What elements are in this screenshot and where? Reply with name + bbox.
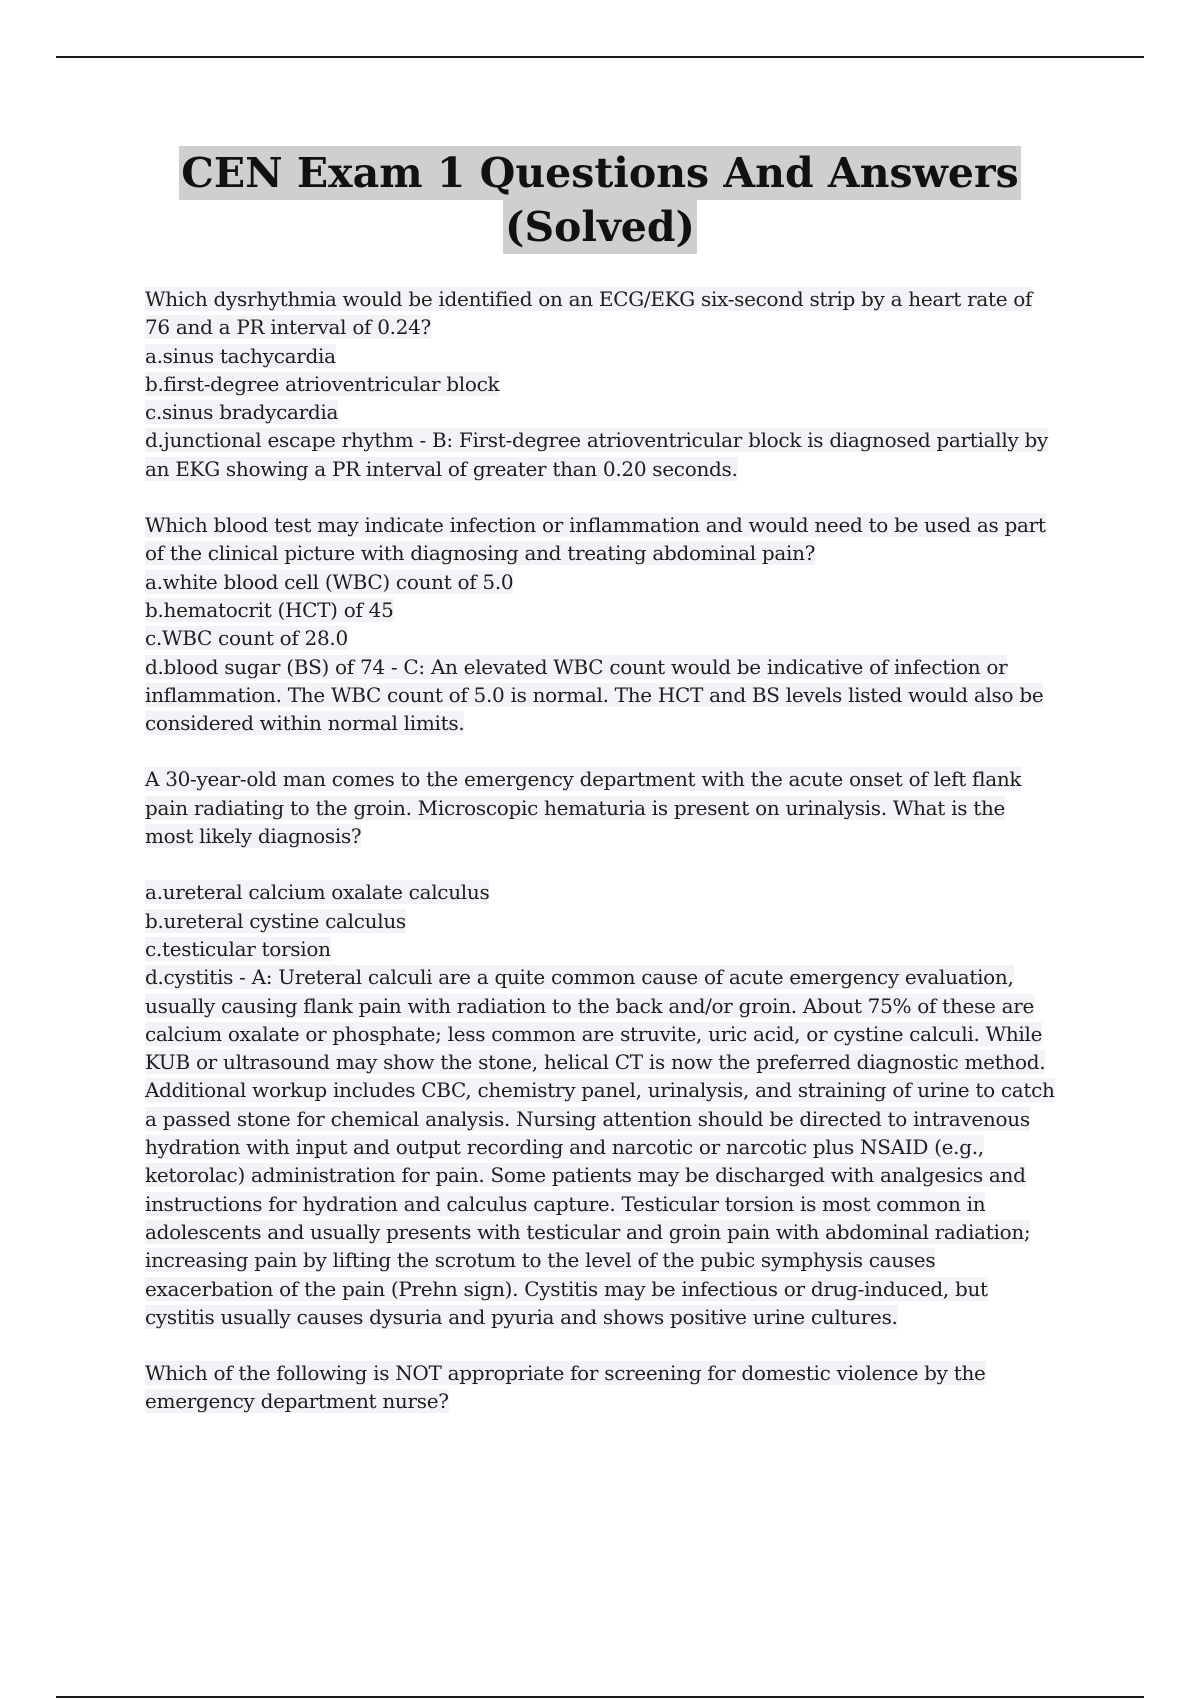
- text-line: calcium oxalate or phosphate; less common are struvite, uric acid, or cystine calculi. While: [145, 1021, 1043, 1046]
- text-line: Additional workup includes CBC, chemistry panel, urinalysis, and straining of urine to catch: [145, 1078, 1055, 1103]
- bottom-rule: [56, 1696, 1144, 1698]
- document-body: [145, 285, 1090, 1416]
- question-block-1: [145, 285, 1090, 483]
- text-line: cystitis usually causes dysuria and pyuria and shows positive urine cultures.: [145, 1304, 898, 1329]
- document-title: [0, 146, 1200, 254]
- text-line: Which blood test may indicate infection or inflammation and would need to be used as part: [145, 513, 1046, 538]
- text-line: a.sinus tachycardia: [145, 343, 336, 368]
- text-line: b.ureteral cystine calculus: [145, 908, 406, 933]
- paragraph-gap: [145, 737, 1090, 765]
- text-line: emergency department nurse?: [145, 1389, 449, 1414]
- question-block-2: [145, 511, 1090, 737]
- text-line: a.white blood cell (WBC) count of 5.0: [145, 569, 514, 594]
- text-line: d.blood sugar (BS) of 74 - C: An elevated WBC count would be indicative of infection or: [145, 654, 1008, 679]
- text-line: adolescents and usually presents with testicular and groin pain with abdominal radiation;: [145, 1219, 1031, 1244]
- title-line-2: (Solved): [503, 200, 697, 254]
- text-line: b.hematocrit (HCT) of 45: [145, 597, 394, 622]
- text-line: a passed stone for chemical analysis. Nursing attention should be directed to intravenous: [145, 1106, 1030, 1131]
- text-line: d.cystitis - A: Ureteral calculi are a quite common cause of acute emergency evaluation,: [145, 965, 1014, 990]
- text-line: hydration with input and output recording and narcotic or narcotic plus NSAID (e.g.,: [145, 1135, 984, 1160]
- text-line: c.testicular torsion: [145, 936, 331, 961]
- text-line: considered within normal limits.: [145, 711, 465, 736]
- paragraph-gap: [145, 1331, 1090, 1359]
- text-line: usually causing flank pain with radiation to the back and/or groin. About 75% of these are: [145, 993, 1035, 1018]
- paragraph-gap: [145, 483, 1090, 511]
- question-block-4: [145, 1359, 1090, 1416]
- paragraph-gap: [145, 850, 1090, 878]
- text-line: b.first-degree atrioventricular block: [145, 371, 500, 396]
- top-rule: [56, 56, 1144, 58]
- text-line: a.ureteral calcium oxalate calculus: [145, 880, 490, 905]
- text-line: Which of the following is NOT appropriate for screening for domestic violence by the: [145, 1361, 986, 1386]
- title-line-1: CEN Exam 1 Questions And Answers: [179, 146, 1020, 200]
- text-line: of the clinical picture with diagnosing and treating abdominal pain?: [145, 541, 816, 566]
- text-line: instructions for hydration and calculus capture. Testicular torsion is most common in: [145, 1191, 986, 1216]
- text-line: an EKG showing a PR interval of greater than 0.20 seconds.: [145, 456, 738, 481]
- text-line: c.sinus bradycardia: [145, 400, 339, 425]
- text-line: Which dysrhythmia would be identified on an ECG/EKG six-second strip by a heart rate of: [145, 287, 1033, 311]
- answer-block-3: [145, 878, 1090, 1331]
- text-line: most likely diagnosis?: [145, 824, 362, 849]
- text-line: exacerbation of the pain (Prehn sign). Cystitis may be infectious or drug-induced, but: [145, 1276, 988, 1301]
- text-line: ketorolac) administration for pain. Some patients may be discharged with analgesics and: [145, 1163, 1026, 1188]
- text-line: A 30-year-old man comes to the emergency department with the acute onset of left flank: [145, 767, 1022, 792]
- text-line: inflammation. The WBC count of 5.0 is normal. The HCT and BS levels listed would also be: [145, 682, 1044, 707]
- question-block-3: [145, 765, 1090, 850]
- text-line: KUB or ultrasound may show the stone, helical CT is now the preferred diagnostic method.: [145, 1050, 1046, 1075]
- text-line: 76 and a PR interval of 0.24?: [145, 315, 431, 340]
- text-line: increasing pain by lifting the scrotum to the level of the pubic symphysis causes: [145, 1248, 936, 1273]
- text-line: d.junctional escape rhythm - B: First-degree atrioventricular block is diagnosed partially by: [145, 428, 1049, 453]
- text-line: pain radiating to the groin. Microscopic hematuria is present on urinalysis. What is the: [145, 795, 1006, 820]
- text-line: c.WBC count of 28.0: [145, 626, 348, 651]
